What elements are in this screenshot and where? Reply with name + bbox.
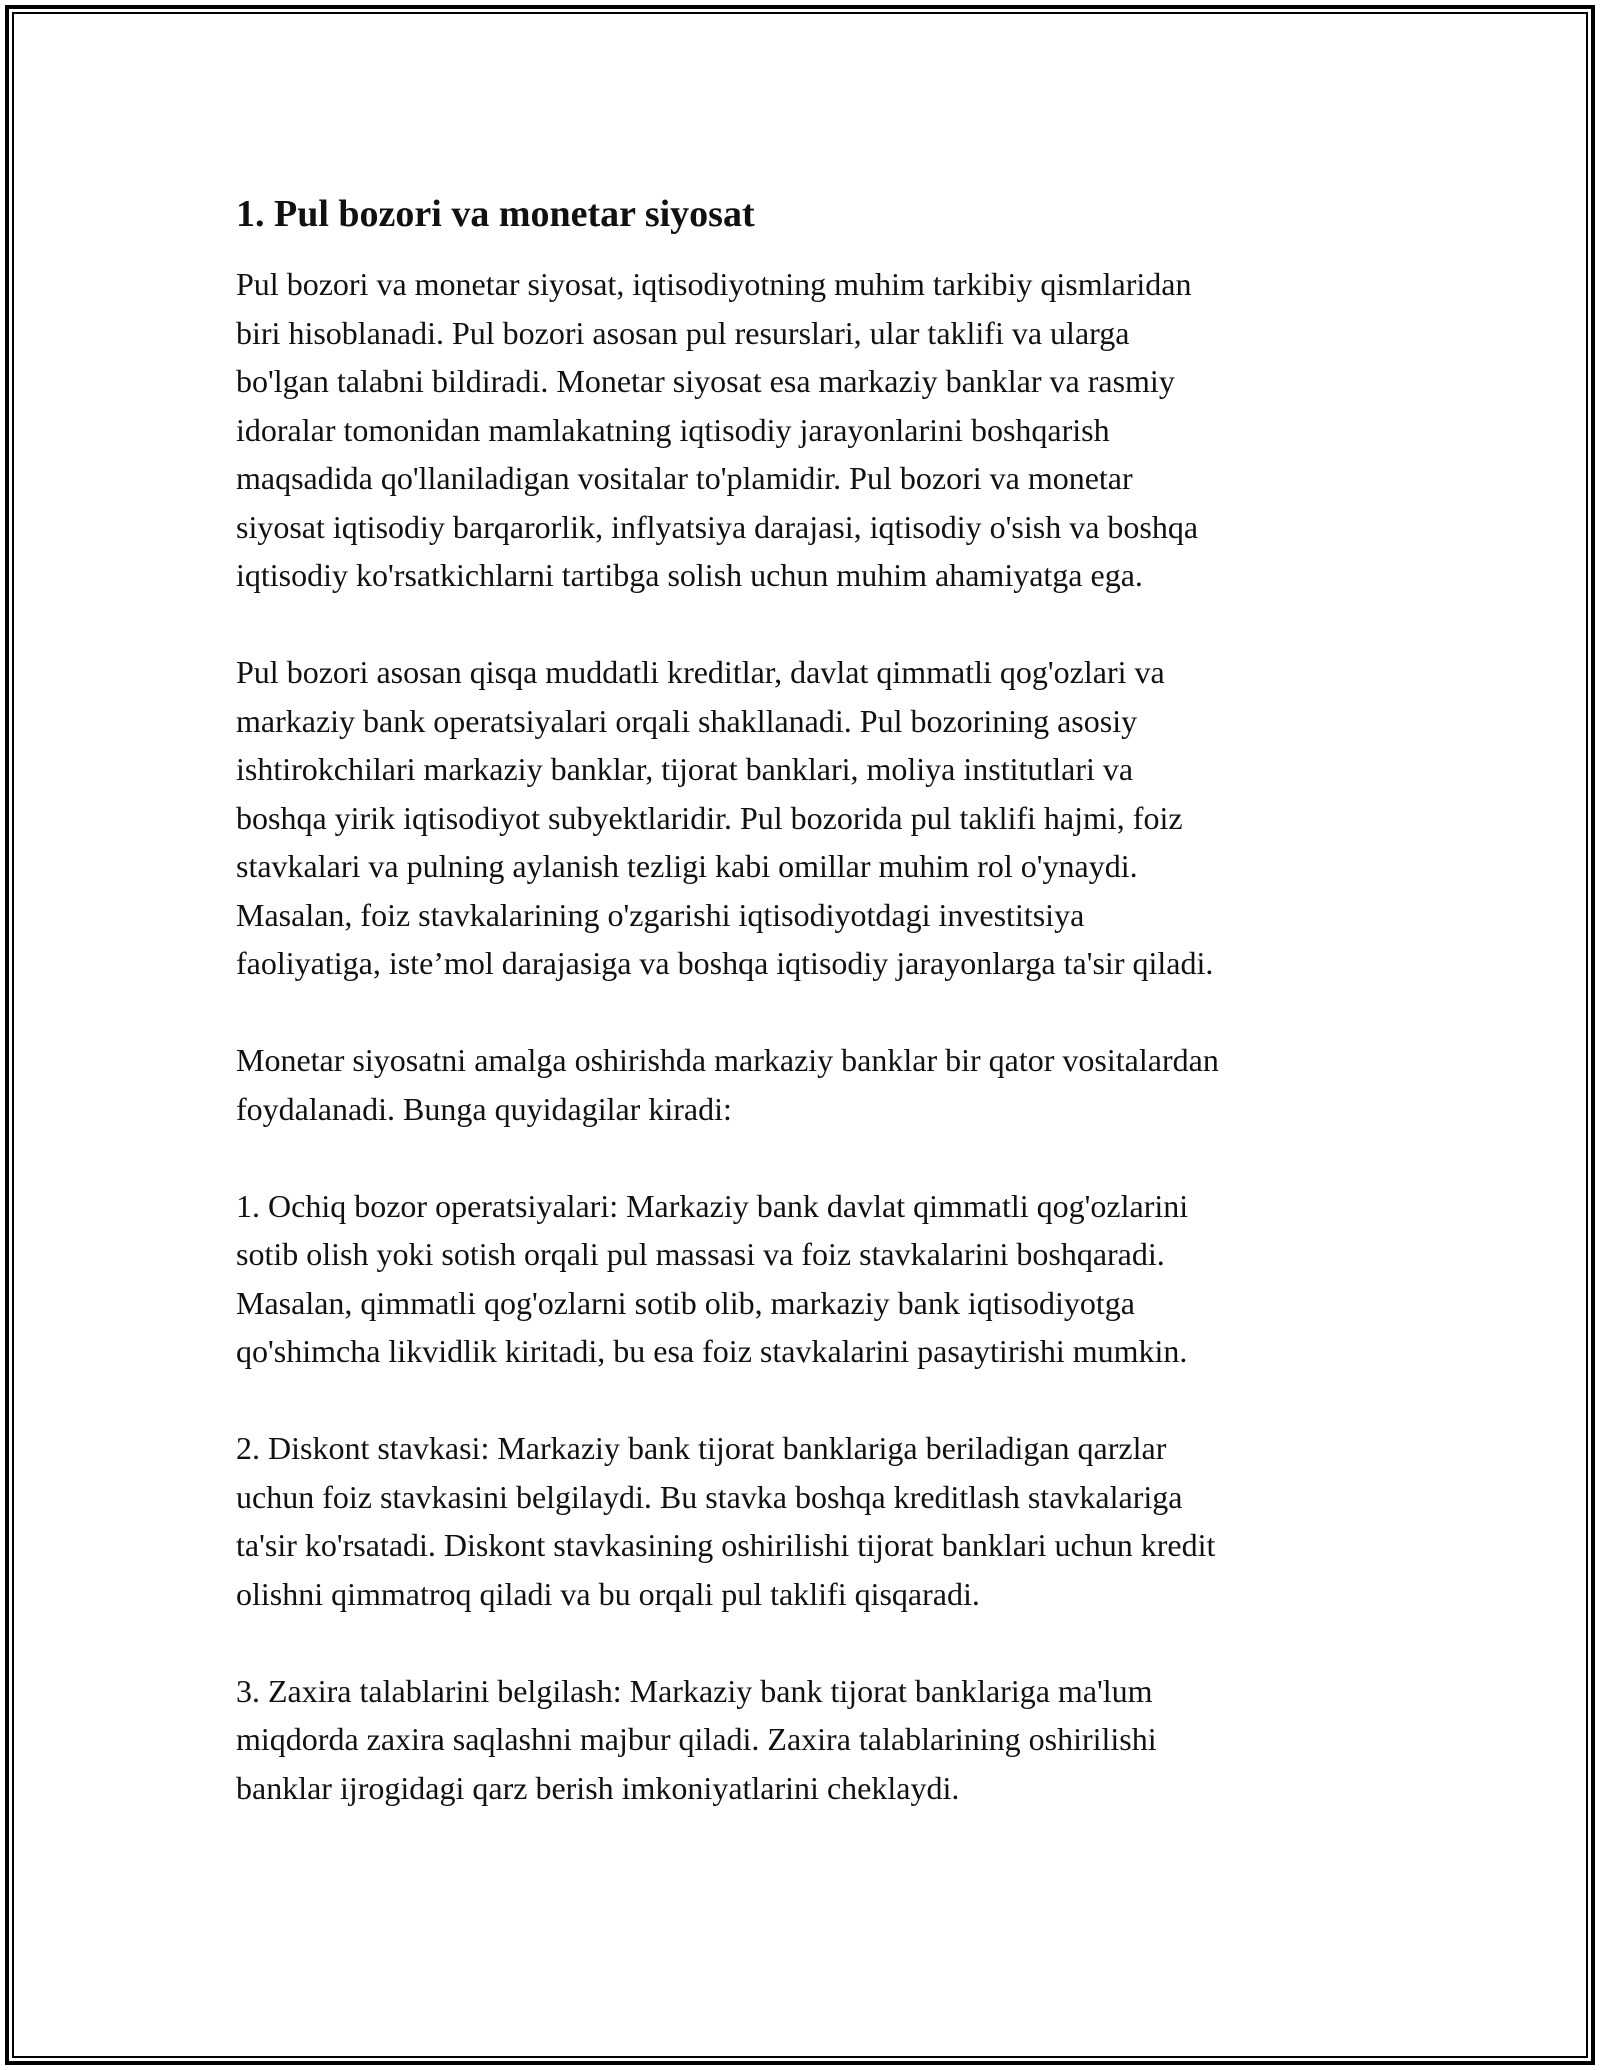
- paragraph-money-market: Pul bozori asosan qisqa muddatli kreditlar, davlat qimmatli qog'ozlari va markaziy bank operatsiyalari orqali shakllanadi. Pul bozorining asosiy ishtirokchilari markaziy banklar, tijorat banklari, moliya institutlari va boshqa yirik iqtisodiyot subyektlaridir. Pul bozorida pul taklifi hajmi, foiz stavkalari va pulning aylanish tezligi kabi omillar muhim rol o'ynaydi. Masalan, foiz stavkalarining o'zgarishi iqtisodiyotdagi investitsiya faoliyatiga, iste’mol darajasiga va boshqa iqtisodiy jarayonlarga ta'sir qiladi.: [236, 654, 1214, 981]
- paragraph-tools-intro: Monetar siyosatni amalga oshirishda markaziy banklar bir qator vositalardan foydalanadi. Bunga quyidagilar kiradi:: [236, 1042, 1219, 1127]
- paragraph-gap: [236, 1618, 1376, 1667]
- document-body: [236, 188, 1376, 1812]
- list-item-open-market: 1. Ochiq bozor operatsiyalari: Markaziy bank davlat qimmatli qog'ozlarini sotib olish yoki sotish orqali pul massasi va foiz stavkalarini boshqaradi. Masalan, qimmatli qog'ozlarni sotib olib, markaziy bank iqtisodiyotga qo'shimcha likvidlik kiritadi, bu esa foiz stavkalarini pasaytirishi mumkin.: [236, 1187, 1189, 1369]
- list-item-discount-rate: 2. Diskont stavkasi: Markaziy bank tijorat banklariga beriladigan qarzlar uchun foiz stavkasini belgilaydi. Bu stavka boshqa kreditlash stavkalariga ta'sir ko'rsatadi. Diskont stavkasining oshirilishi tijorat banklari uchun kredit olishni qimmatroq qiladi va bu orqali pul taklifi qisqaradi.: [236, 1430, 1216, 1612]
- paragraph-gap: [236, 600, 1376, 649]
- paragraph-gap: [236, 1133, 1376, 1182]
- paragraph-gap: [236, 988, 1376, 1037]
- list-item-reserve-requirements: 3. Zaxira talablarini belgilash: Markaziy bank tijorat banklariga ma'lum miqdorda zaxira saqlashni majbur qiladi. Zaxira talablarining oshirilishi banklar ijrogidagi qarz berish imkoniyatlarini cheklaydi.: [236, 1672, 1157, 1806]
- paragraph-gap: [236, 1376, 1376, 1425]
- paragraph-intro: Pul bozori va monetar siyosat, iqtisodiyotning muhim tarkibiy qismlaridan biri hisoblanadi. Pul bozori asosan pul resurslari, ular taklifi va ularga bo'lgan talabni bildiradi. Monetar siyosat esa markaziy banklar va rasmiy idoralar tomonidan mamlakatning iqtisodiy jarayonlarini boshqarish maqsadida qo'llaniladigan vositalar to'plamidir. Pul bozori va monetar siyosat iqtisodiy barqarorlik, inflyatsiya darajasi, iqtisodiy o'sish va boshqa iqtisodiy ko'rsatkichlarni tartibga solish uchun muhim ahamiyatga ega.: [236, 266, 1199, 593]
- section-heading: 1. Pul bozori va monetar siyosat: [236, 193, 755, 235]
